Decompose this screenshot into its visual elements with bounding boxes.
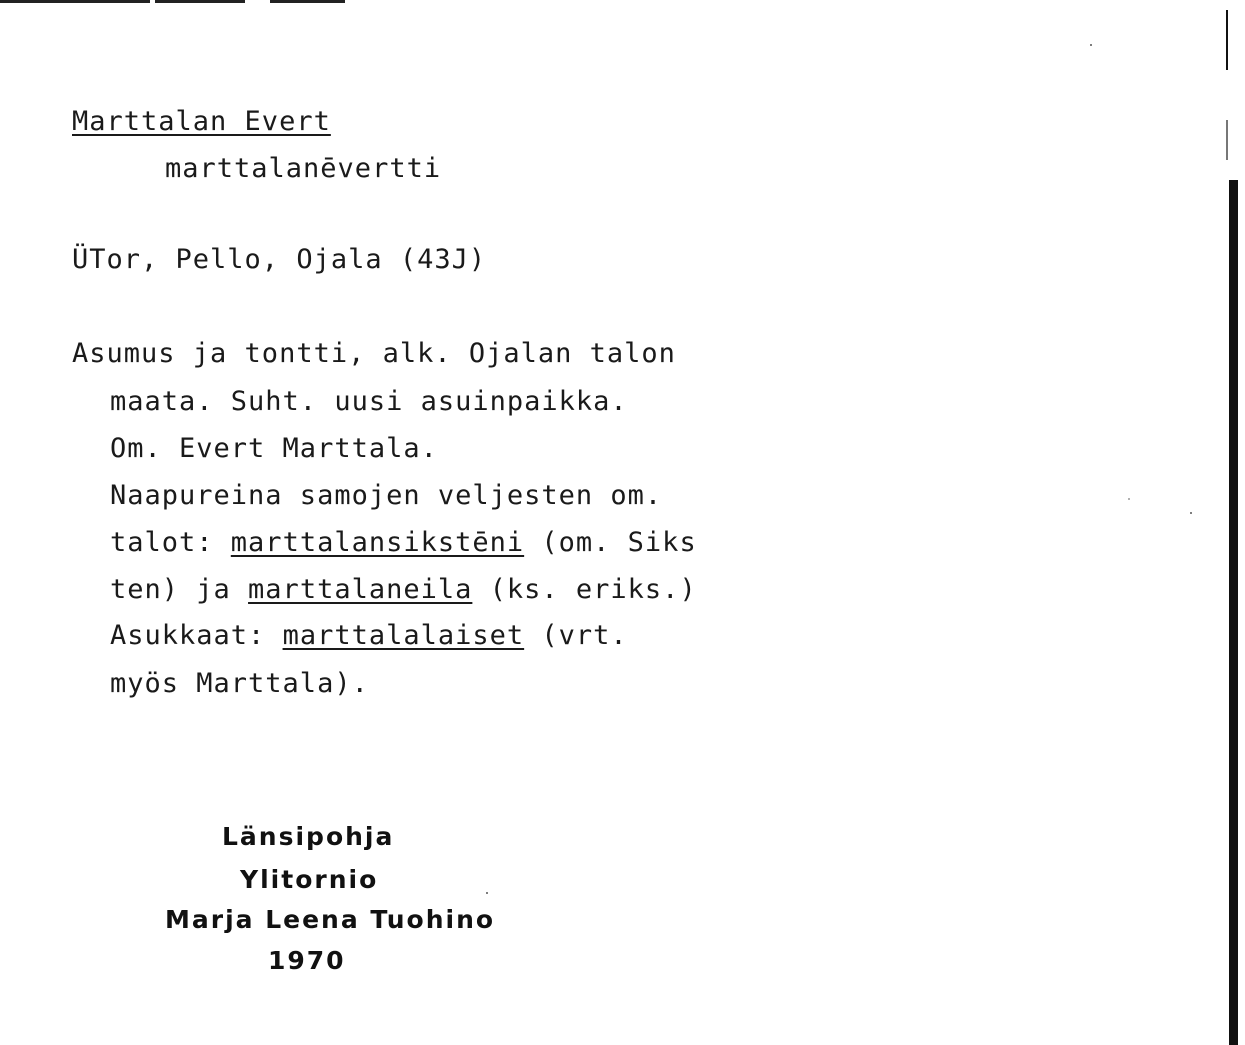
speck [1128,498,1130,500]
body-text: (vrt. [524,620,628,651]
body-text: Asumus ja tontti, alk. Ojalan talon [72,338,676,369]
body-line [110,433,438,464]
stamp-parish: Ylitornio [240,865,379,894]
top-edge-mark [270,0,345,3]
location-line: ÜTor, Pello, Ojala (43J) [72,244,487,275]
body-line [110,386,628,417]
right-edge-line [1226,10,1228,70]
body-line [110,480,662,511]
top-edge-mark [155,0,245,3]
body-text: (ks. eriks.) [472,574,697,605]
body-text: ten) ja [110,574,249,605]
card-heading: Marttalan Evert [72,106,331,137]
right-edge-bar [1229,180,1238,1045]
underlined-term: marttalaneila [248,574,473,605]
body-text: talot: [110,527,231,558]
speck [1090,44,1092,46]
phonetic-form: marttalanēvertti [165,153,442,184]
stamp-year: 1970 [268,946,346,975]
body-text: Asukkaat: [110,620,283,651]
body-line [110,668,369,699]
body-line [110,574,697,605]
body-text: Naapureina samojen veljesten om. [110,480,663,511]
body-line [110,620,628,651]
underlined-term: marttalansikstēni [230,527,525,558]
body-text: myös Marttala). [110,668,369,699]
underlined-term: marttalalaiset [282,620,525,651]
body-line [110,527,697,558]
stamp-collector: Marja Leena Tuohino [165,905,496,934]
body-text: maata. Suht. uusi asuinpaikka. [110,386,628,417]
stamp-region: Länsipohja [222,822,395,851]
right-edge-line [1226,120,1228,160]
top-edge-mark [0,0,150,3]
speck [1190,512,1192,514]
speck [486,892,488,894]
body-text: Om. Evert Marttala. [110,433,438,464]
body-text: (om. Siks [524,527,697,558]
body-line [72,338,676,369]
